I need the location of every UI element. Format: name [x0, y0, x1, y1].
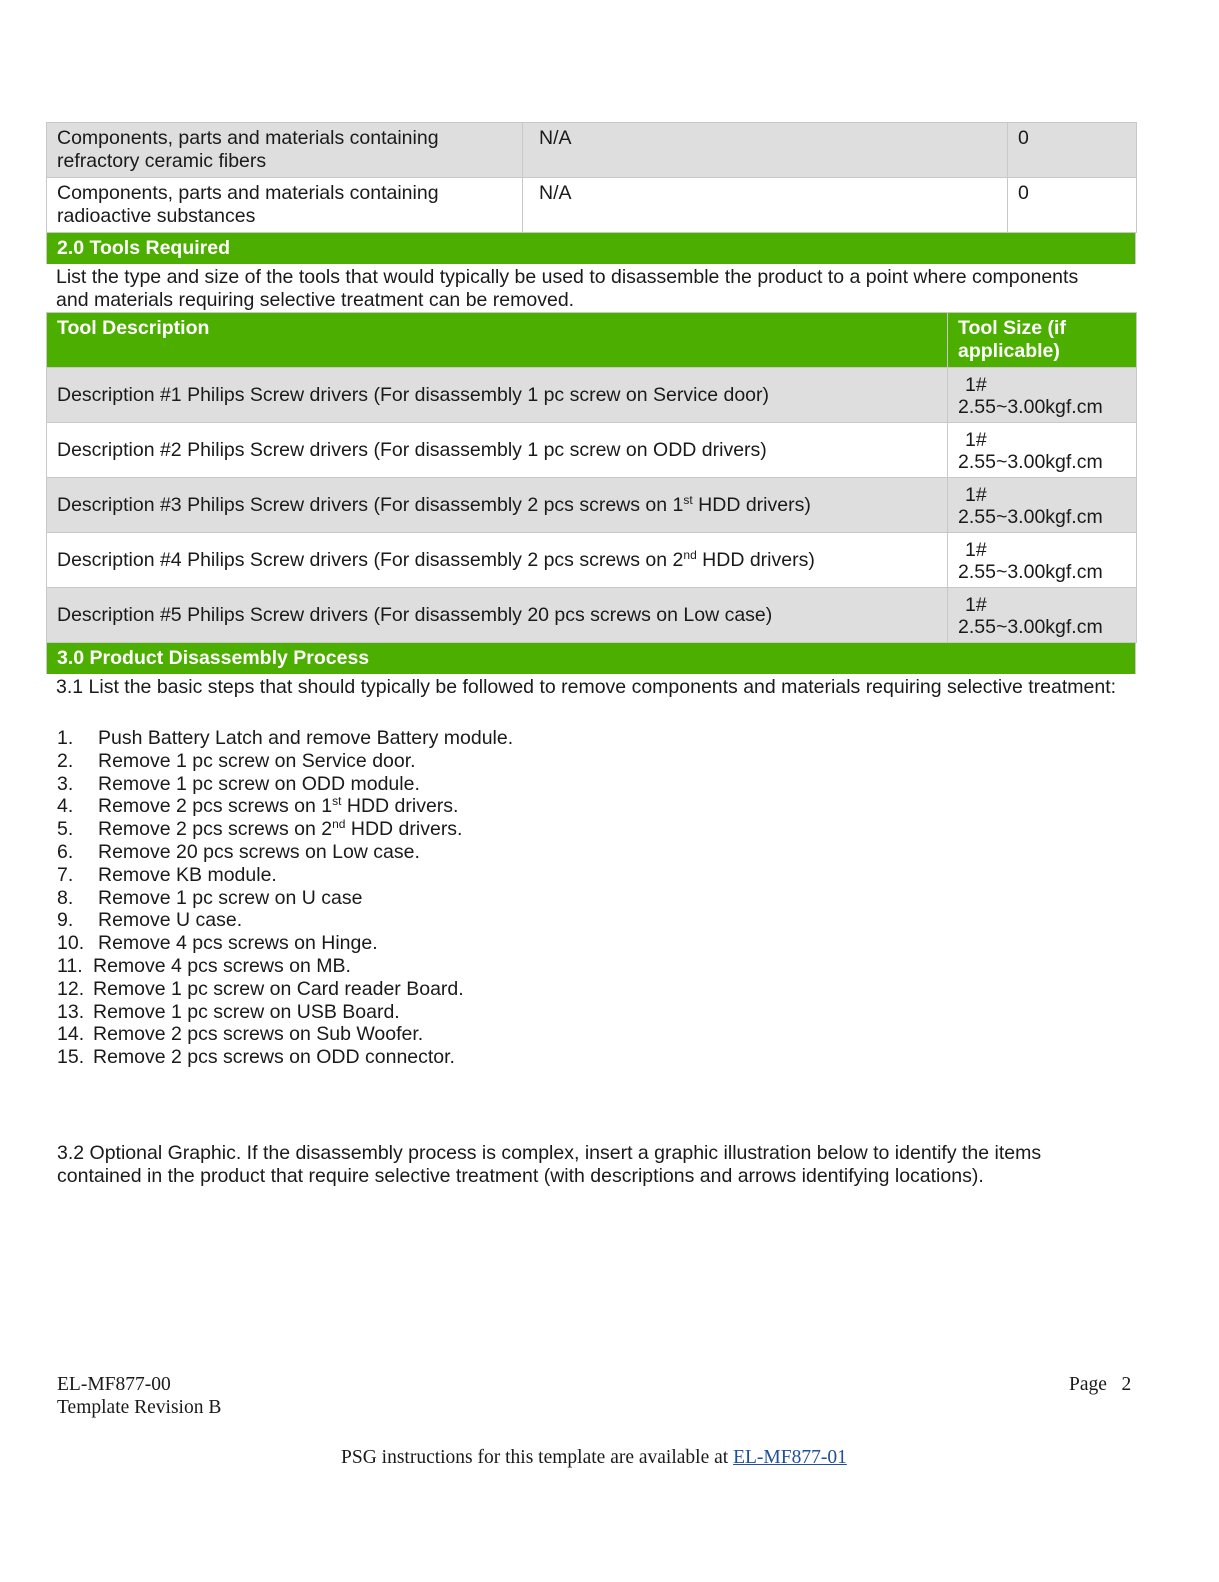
tool-size: 1# 2.55~3.00kgf.cm: [948, 533, 1137, 588]
list-item: 12. Remove 1 pc screw on Card reader Board.: [57, 977, 464, 1000]
disassembly-steps-list: [46, 727, 1136, 1069]
tool-size: 1# 2.55~3.00kgf.cm: [948, 588, 1137, 643]
hazard-description: Components, parts and materials containing radioactive substances: [47, 178, 523, 233]
tool-description: Description #2 Philips Screw drivers (For disassembly 1 pc screw on ODD drivers): [47, 423, 948, 478]
tool-description: Description #4 Philips Screw drivers (For disassembly 2 pcs screws on 2nd HDD drivers): [47, 533, 948, 588]
list-item: 5. Remove 2 pcs screws on 2nd HDD drivers.: [57, 817, 463, 841]
list-item: 10. Remove 4 pcs screws on Hinge.: [57, 932, 378, 955]
tools-intro: List the type and size of the tools that would typically be used to disassemble the product to a point where components and materials requiring selective treatment can be removed.: [56, 266, 1079, 311]
list-item: 1. Push Battery Latch and remove Battery module.: [57, 727, 514, 749]
hazard-table: [46, 122, 1137, 233]
tool-size: 1# 2.55~3.00kgf.cm: [948, 423, 1137, 478]
list-item: 9. Remove U case.: [57, 909, 243, 932]
list-item: 4. Remove 2 pcs screws on 1st HDD drivers.: [57, 794, 459, 818]
section-header-tools: 2.0 Tools Required: [46, 233, 1136, 264]
hazard-value: N/A: [523, 123, 1008, 178]
hazard-count: 0: [1008, 123, 1137, 178]
list-item: 13. Remove 1 pc screw on USB Board.: [57, 1000, 400, 1023]
tool-description: Description #5 Philips Screw drivers (For disassembly 20 pcs screws on Low case): [47, 588, 948, 643]
list-item: 11. Remove 4 pcs screws on MB.: [57, 954, 351, 977]
column-header-tool-size: Tool Size (if applicable): [948, 313, 1137, 368]
list-item: 14. Remove 2 pcs screws on Sub Woofer.: [57, 1023, 424, 1046]
list-item: 7. Remove KB module.: [57, 863, 277, 886]
process-intro: 3.1 List the basic steps that should typically be followed to remove components and materials requiring selective treatment:: [56, 676, 1117, 698]
section-header-process: 3.0 Product Disassembly Process: [46, 643, 1136, 674]
tools-header-row: [47, 313, 1137, 368]
footer-document-id: EL-MF877-00 Template Revision B: [57, 1374, 222, 1418]
tools-table: [46, 312, 1137, 643]
table-row: [47, 588, 1137, 643]
tool-size: 1# 2.55~3.00kgf.cm: [948, 478, 1137, 533]
instructions-link[interactable]: EL-MF877-01: [733, 1447, 847, 1468]
tool-size: 1# 2.55~3.00kgf.cm: [948, 368, 1137, 423]
table-row: [47, 533, 1137, 588]
column-header-tool-description: Tool Description: [47, 313, 948, 368]
table-row: [47, 123, 1137, 178]
table-row: [47, 478, 1137, 533]
tool-description: Description #3 Philips Screw drivers (For disassembly 2 pcs screws on 1st HDD drivers): [47, 478, 948, 533]
document-page: [46, 122, 1136, 1069]
list-item: 6. Remove 20 pcs screws on Low case.: [57, 840, 420, 863]
hazard-value: N/A: [523, 178, 1008, 233]
optional-graphic-paragraph: 3.2 Optional Graphic. If the disassembly process is complex, insert a graphic illustration below to identify the items contained in the product that require selective treatment (with descriptions and arrows identifying locations).: [57, 1142, 1042, 1187]
list-item: 3. Remove 1 pc screw on ODD module.: [57, 772, 420, 795]
hazard-count: 0: [1008, 178, 1137, 233]
footer-page-number: Page 2: [1069, 1374, 1132, 1395]
tool-description: Description #1 Philips Screw drivers (For disassembly 1 pc screw on Service door): [47, 368, 948, 423]
table-row: [47, 423, 1137, 478]
hazard-description: Components, parts and materials containing refractory ceramic fibers: [47, 123, 523, 178]
table-row: [47, 178, 1137, 233]
footer-instructions: PSG instructions for this template are available at EL-MF877-01: [341, 1447, 847, 1468]
list-item: 15. Remove 2 pcs screws on ODD connector.: [57, 1046, 455, 1069]
table-row: [47, 368, 1137, 423]
list-item: 8. Remove 1 pc screw on U case: [57, 886, 363, 909]
list-item: 2. Remove 1 pc screw on Service door.: [57, 749, 416, 772]
